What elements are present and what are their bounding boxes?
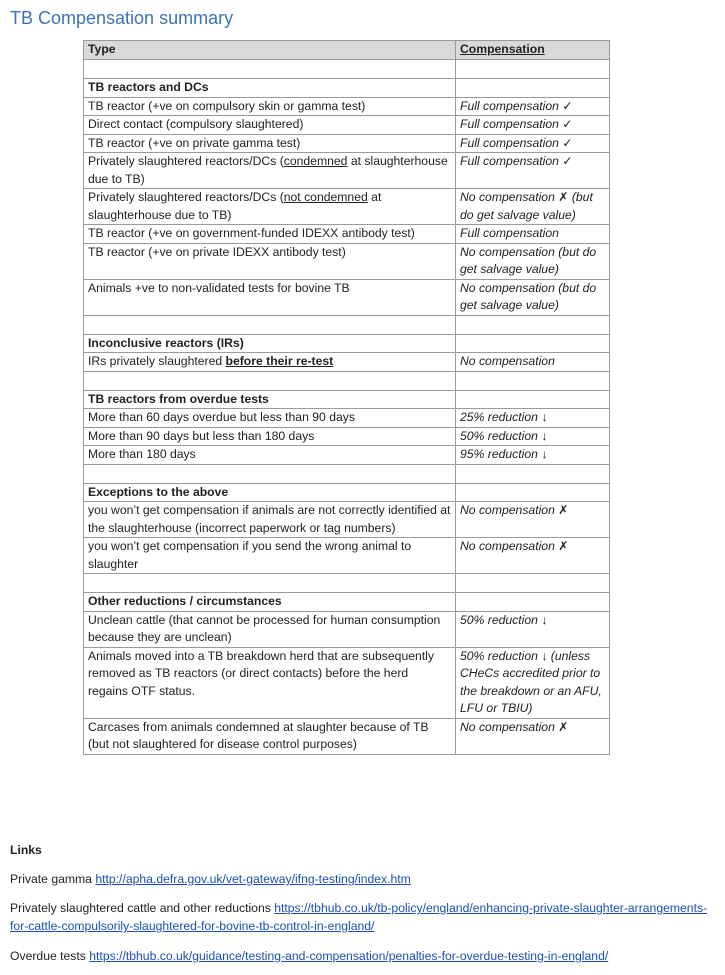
section-heading: Inconclusive reactors (IRs) [84, 334, 456, 353]
type-cell [84, 427, 456, 446]
table-row [84, 225, 610, 244]
section-heading: TB reactors and DCs [84, 79, 456, 98]
type-text-underlined: condemned [283, 154, 348, 168]
type-text: Animals moved into a TB breakdown herd that are subsequently removed as TB reactors (or direct contacts) before the herd regains OTF status. [88, 648, 434, 698]
type-text: you won’t get compensation if you send the wrong animal to slaughter [88, 539, 412, 571]
type-cell [84, 409, 456, 428]
type-text: TB reactor (+ve on government-funded IDEXX antibody test) [88, 226, 415, 240]
table-body [84, 60, 610, 755]
compensation-cell: Full compensation ✓ [456, 116, 610, 135]
compensation-cell: No compensation [456, 353, 610, 372]
section-heading-empty-cell [456, 334, 610, 353]
blank-cell [456, 315, 610, 334]
type-text: at slaughterhouse due to TB) [88, 190, 382, 222]
type-text: TB reactor (+ve on compulsory skin or gamma test) [88, 98, 366, 113]
type-text: More than 60 days overdue but less than 90 days [88, 410, 355, 424]
compensation-cell: 50% reduction ↓ [456, 611, 610, 647]
type-text: Carcases from animals condemned at slaughter because of TB (but not slaughtered for disease control purposes) [88, 719, 429, 751]
table-row [84, 134, 610, 153]
table-row [84, 502, 610, 538]
section-heading-row [84, 390, 610, 409]
link-line-private-slaughter [10, 899, 710, 935]
type-text: Privately slaughtered reactors/DCs ( [88, 154, 284, 168]
table-row [84, 243, 610, 279]
blank-cell [84, 60, 456, 79]
compensation-cell: No compensation (but do get salvage value) [456, 243, 610, 279]
compensation-cell: 50% reduction ↓ [456, 427, 610, 446]
table-row [84, 611, 610, 647]
compensation-cell: 50% reduction ↓ (unless CHeCs accredited prior to the breakdown or an AFU, LFU or TBIU) [456, 647, 610, 718]
blank-row [84, 60, 610, 79]
section-heading-row [84, 483, 610, 502]
blank-cell [456, 371, 610, 390]
section-heading-row [84, 79, 610, 98]
blank-cell [84, 574, 456, 593]
blank-row [84, 464, 610, 483]
table-row [84, 353, 610, 372]
blank-cell [456, 574, 610, 593]
blank-cell [84, 371, 456, 390]
type-text: Direct contact (compulsory slaughtered) [88, 117, 304, 131]
table-row [84, 427, 610, 446]
blank-cell [456, 464, 610, 483]
compensation-cell: No compensation ✗ (but do get salvage value) [456, 189, 610, 225]
type-text-underlined: not condemned [283, 190, 368, 204]
type-text: you won’t get compensation if animals are not correctly identified at the slaughterhouse (incorrect paperwork or tag numbers) [88, 503, 451, 535]
table-row [84, 116, 610, 135]
blank-row [84, 371, 610, 390]
compensation-column-header: Compensation [456, 41, 610, 60]
compensation-cell: Full compensation ✓ [456, 97, 610, 116]
type-text: TB reactor (+ve on private IDEXX antibody test) [88, 244, 346, 259]
type-text: IRs privately slaughtered [88, 354, 226, 368]
type-cell [84, 189, 456, 225]
type-cell [84, 116, 456, 135]
type-cell [84, 647, 456, 718]
link-line-overdue-tests [10, 947, 710, 965]
blank-row [84, 574, 610, 593]
table-header-row [84, 41, 610, 60]
table-row [84, 446, 610, 465]
section-heading: Other reductions / circumstances [84, 593, 456, 612]
blank-cell [456, 60, 610, 79]
link-line-private-gamma [10, 870, 710, 888]
type-column-header: Type [84, 41, 456, 60]
type-cell [84, 153, 456, 189]
table-row [84, 97, 610, 116]
compensation-cell: Full compensation ✓ [456, 134, 610, 153]
section-heading: Exceptions to the above [84, 483, 456, 502]
table-row [84, 409, 610, 428]
type-text: More than 90 days but less than 180 days [88, 428, 315, 443]
blank-cell [84, 315, 456, 334]
table-row [84, 153, 610, 189]
section-heading-row [84, 334, 610, 353]
type-text: Animals +ve to non-validated tests for bovine TB [88, 280, 350, 295]
section-heading-empty-cell [456, 483, 610, 502]
document-title: TB Compensation summary [10, 8, 234, 28]
type-cell [84, 502, 456, 538]
type-cell [84, 718, 456, 754]
section-heading: TB reactors from overdue tests [84, 390, 456, 409]
link-private-slaughter[interactable]: https://tbhub.co.uk/tb-policy/england/enhancing-private-slaughter-arrangements-for-cattle-compulsorily-slaughtered-for-bovine-tb-control-in-england/ [10, 901, 708, 933]
type-cell [84, 611, 456, 647]
section-heading-row [84, 593, 610, 612]
link-overdue-tests[interactable]: https://tbhub.co.uk/guidance/testing-and-compensation/penalties-for-overdue-testing-in-england/ [89, 949, 609, 963]
type-cell [84, 243, 456, 279]
section-heading-empty-cell [456, 593, 610, 612]
type-cell [84, 446, 456, 465]
table-row [84, 538, 610, 574]
compensation-cell: 25% reduction ↓ [456, 409, 610, 428]
type-text: TB reactor (+ve on private gamma test) [88, 135, 301, 150]
compensation-cell: 95% reduction ↓ [456, 446, 610, 465]
section-heading-empty-cell [456, 79, 610, 98]
compensation-cell: No compensation ✗ [456, 538, 610, 574]
link-private-gamma[interactable]: http://apha.defra.gov.uk/vet-gateway/ifng-testing/index.htm [95, 872, 411, 886]
table-row [84, 647, 610, 718]
blank-row [84, 315, 610, 334]
table-row [84, 279, 610, 315]
compensation-table [83, 40, 610, 755]
link-label: Privately slaughtered cattle and other reductions [10, 901, 275, 915]
type-text: Unclean cattle (that cannot be processed for human consumption because they are unclean) [88, 612, 441, 644]
type-cell [84, 353, 456, 372]
section-heading-empty-cell [456, 390, 610, 409]
links-heading: Links [10, 843, 42, 857]
type-text: at slaughterhouse due to TB) [88, 154, 448, 186]
compensation-cell: No compensation (but do get salvage value) [456, 279, 610, 315]
compensation-cell: Full compensation ✓ [456, 153, 610, 189]
type-cell [84, 134, 456, 153]
type-cell [84, 279, 456, 315]
type-text-emphasis: before their re-test [225, 354, 334, 368]
table-row [84, 189, 610, 225]
table-row [84, 718, 610, 754]
type-cell [84, 97, 456, 116]
blank-cell [84, 464, 456, 483]
compensation-cell: No compensation ✗ [456, 718, 610, 754]
link-label: Private gamma [10, 872, 96, 886]
type-text: More than 180 days [88, 447, 196, 461]
link-label: Overdue tests [10, 949, 90, 963]
compensation-cell: Full compensation [456, 225, 610, 244]
type-text: Privately slaughtered reactors/DCs ( [88, 190, 284, 204]
type-cell [84, 225, 456, 244]
type-cell [84, 538, 456, 574]
compensation-cell: No compensation ✗ [456, 502, 610, 538]
